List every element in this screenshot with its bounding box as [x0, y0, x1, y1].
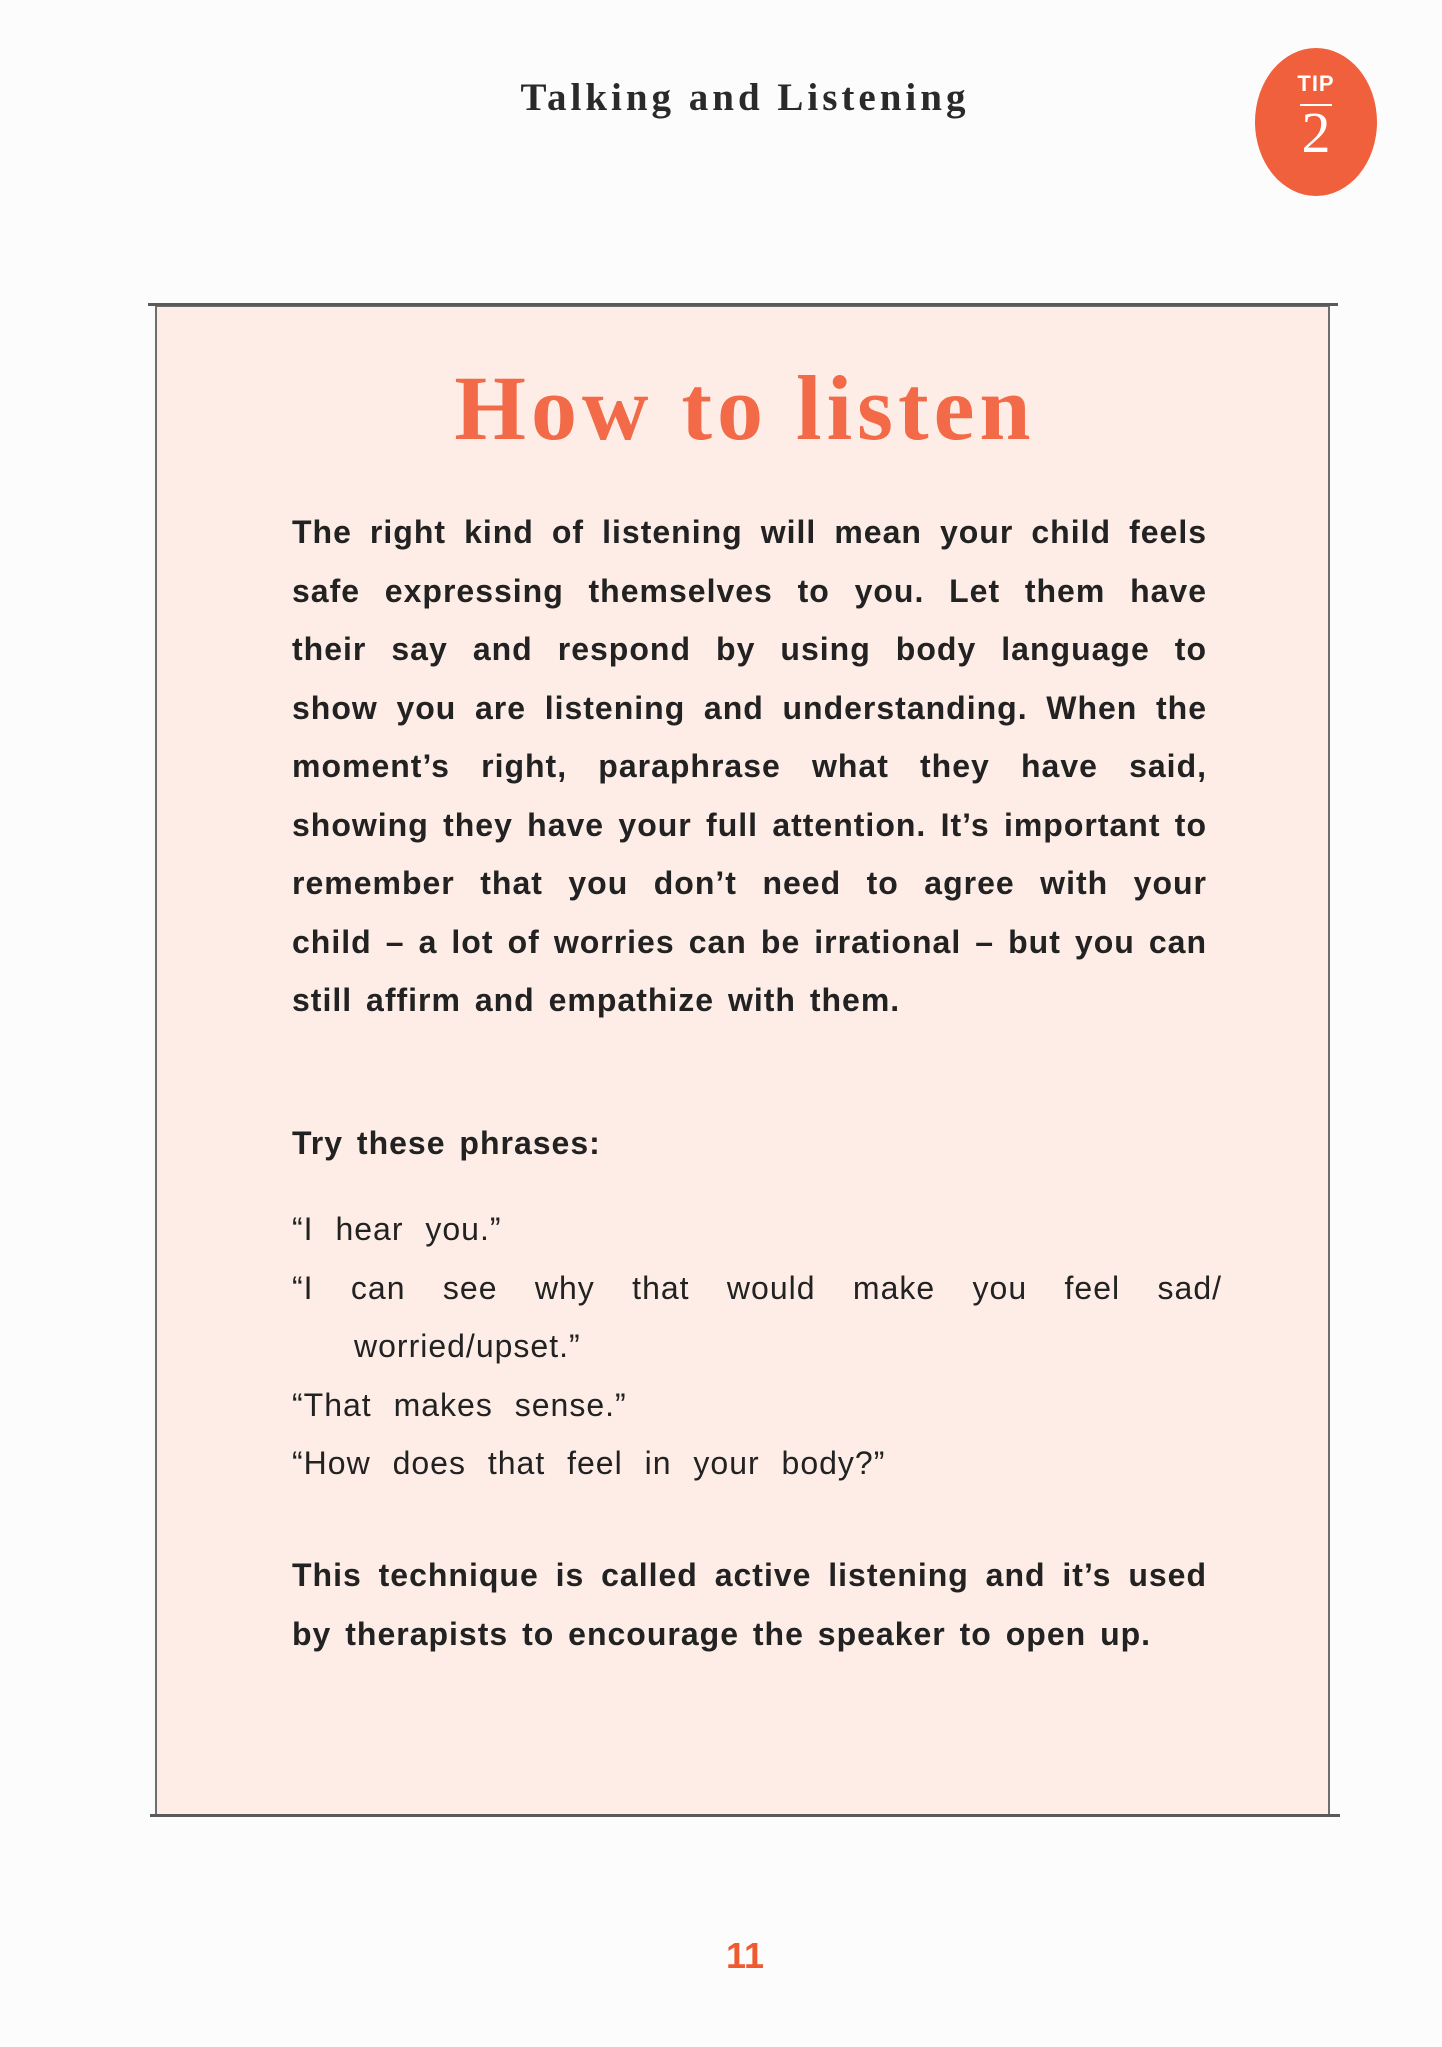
panel-bottom-rule — [150, 1814, 1340, 1817]
phrase-item: “How does that feel in your body?” — [292, 1445, 886, 1481]
intro-paragraph: The right kind of listening will mean your child feels safe expressing themselves to you. Let them have their say and respond by using body language to show you are listening and understanding. When the moment’s right, paraphrase what they have said, showing they have your full attention. It’s important to remember that you don’t need to agree with your child – a lot of worries can be irrational – but you can still affirm and empathize with them. — [292, 514, 1207, 1018]
phrases-intro: Try these phrases: — [292, 1125, 601, 1161]
phrase-item: “I can see why that would make you feel sad/ worried/upset.” — [292, 1269, 1222, 1364]
phrase-item: “I hear you.” — [292, 1211, 502, 1247]
panel-top-rule — [148, 303, 1338, 306]
tip-badge — [1255, 48, 1377, 196]
closing-paragraph: This technique is called active listening and it’s used by therapists to encourage the speaker to open up. — [292, 1557, 1207, 1652]
phrase-list — [292, 1200, 1222, 1493]
page-number: 11 — [725, 1935, 765, 1976]
tip-label: TIP — [1297, 71, 1335, 96]
running-title: Talking and Listening — [520, 76, 970, 119]
phrase-item: “That makes sense.” — [292, 1386, 627, 1423]
tip-number: 2 — [1301, 100, 1331, 165]
page-title: How to listen — [454, 357, 1036, 459]
